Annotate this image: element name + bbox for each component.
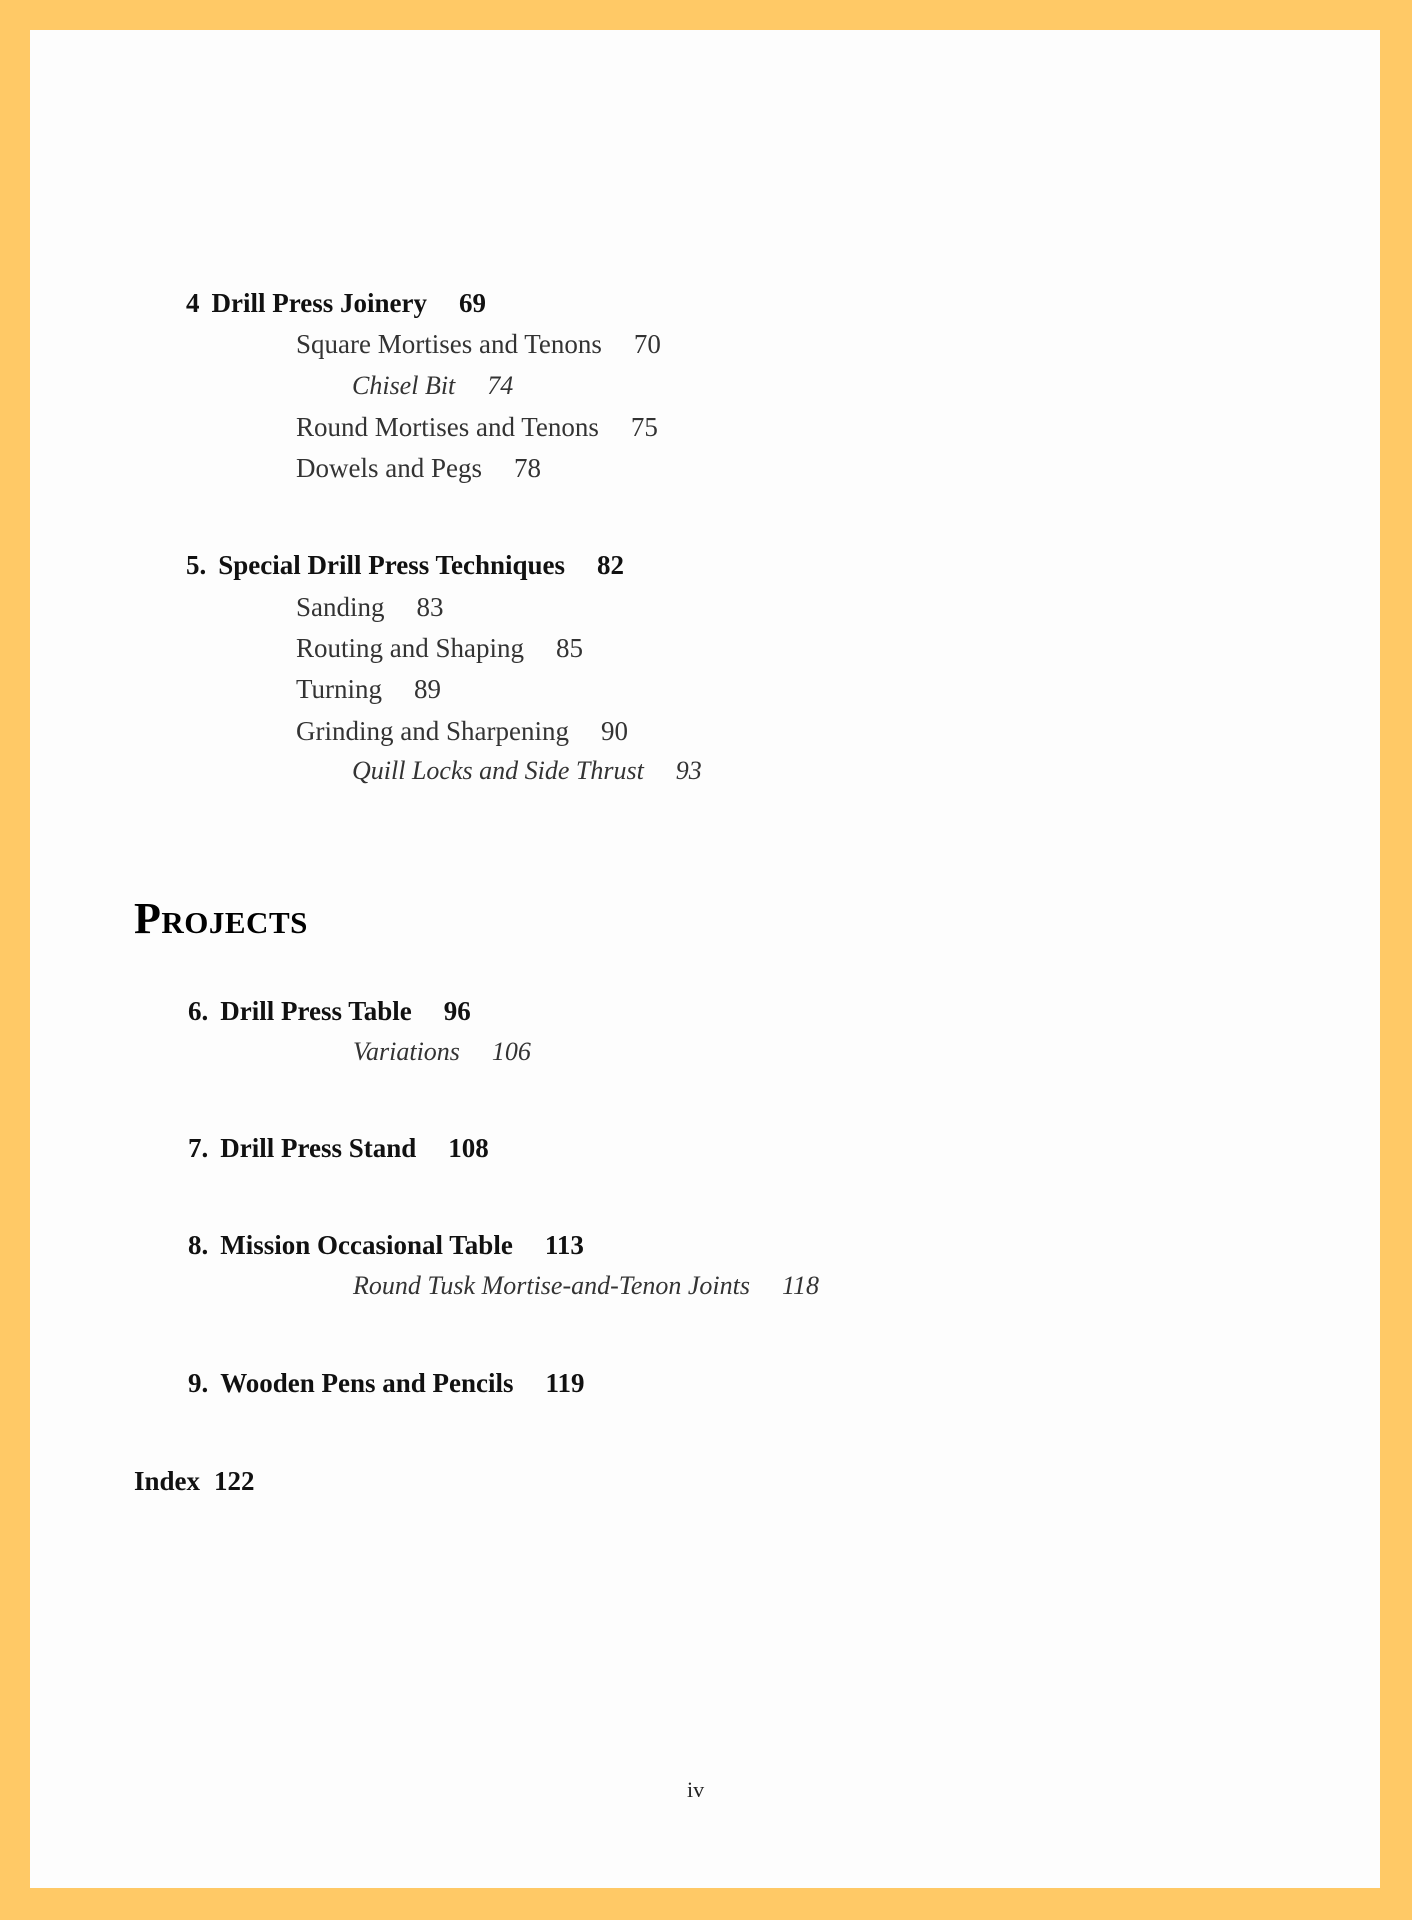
section-title: Square Mortises and Tenons xyxy=(296,329,602,359)
toc-subsection xyxy=(352,373,513,399)
toc-chapter-9 xyxy=(188,1370,585,1397)
toc-index xyxy=(134,1468,255,1495)
projects-heading: Projects xyxy=(134,894,308,943)
section-page: 70 xyxy=(633,329,661,359)
index-label: Index xyxy=(134,1466,201,1496)
section-title: Sanding xyxy=(296,592,385,622)
toc-subsection xyxy=(352,758,702,784)
toc-section xyxy=(296,718,628,745)
subsection-title: Variations xyxy=(353,1037,460,1066)
toc-section xyxy=(296,676,441,703)
chapter-page: 119 xyxy=(545,1368,585,1398)
chapter-title: Drill Press Stand xyxy=(220,1133,417,1163)
book-page xyxy=(30,30,1380,1888)
chapter-title: Wooden Pens and Pencils xyxy=(220,1368,514,1398)
section-page: 85 xyxy=(556,633,583,663)
section-title: Grinding and Sharpening xyxy=(296,716,569,746)
chapter-title: Mission Occasional Table xyxy=(220,1230,513,1260)
section-title: Round Mortises and Tenons xyxy=(296,412,599,442)
section-page: 78 xyxy=(513,453,541,483)
toc-chapter-5 xyxy=(186,552,624,579)
chapter-page: 108 xyxy=(448,1133,489,1163)
toc-section xyxy=(296,414,658,441)
chapter-title: Special Drill Press Techniques xyxy=(218,550,566,580)
toc-chapter-7 xyxy=(188,1135,489,1162)
toc-section xyxy=(296,331,661,358)
section-title: Dowels and Pegs xyxy=(296,453,482,483)
subsection-page: 118 xyxy=(781,1271,820,1300)
toc-section xyxy=(296,594,444,621)
section-page: 83 xyxy=(416,592,444,622)
section-title: Routing and Shaping xyxy=(296,633,524,663)
toc-subsection xyxy=(353,1039,531,1065)
chapter-page: 96 xyxy=(443,996,471,1026)
subsection-page: 106 xyxy=(491,1037,531,1066)
toc-chapter-8 xyxy=(188,1232,584,1259)
subsection-title: Chisel Bit xyxy=(352,371,456,400)
subsection-title: Round Tusk Mortise-and-Tenon Joints xyxy=(353,1271,750,1300)
index-page: 122 xyxy=(214,1466,255,1496)
page-folio: iv xyxy=(687,1777,705,1802)
chapter-title: Drill Press Joinery xyxy=(211,288,427,318)
chapter-title: Drill Press Table xyxy=(220,996,412,1026)
chapter-number: 9. xyxy=(188,1368,209,1398)
subsection-title: Quill Locks and Side Thrust xyxy=(352,756,644,785)
chapter-number: 8. xyxy=(188,1230,209,1260)
toc-section xyxy=(296,455,541,482)
chapter-number: 4 xyxy=(186,288,200,318)
toc-chapter-4 xyxy=(186,290,486,317)
section-page: 89 xyxy=(414,674,442,704)
chapter-number: 7. xyxy=(188,1133,209,1163)
subsection-page: 74 xyxy=(487,371,514,400)
toc-section xyxy=(296,635,583,662)
chapter-page: 82 xyxy=(597,550,625,580)
chapter-page: 69 xyxy=(458,288,486,318)
chapter-number: 5. xyxy=(186,550,207,580)
toc-subsection xyxy=(353,1273,819,1299)
chapter-page: 113 xyxy=(544,1230,584,1260)
section-title: Turning xyxy=(296,674,383,704)
toc-chapter-6 xyxy=(188,998,471,1025)
subsection-page: 93 xyxy=(675,756,702,785)
section-page: 90 xyxy=(600,716,628,746)
section-page: 75 xyxy=(630,412,658,442)
chapter-number: 6. xyxy=(188,996,209,1026)
